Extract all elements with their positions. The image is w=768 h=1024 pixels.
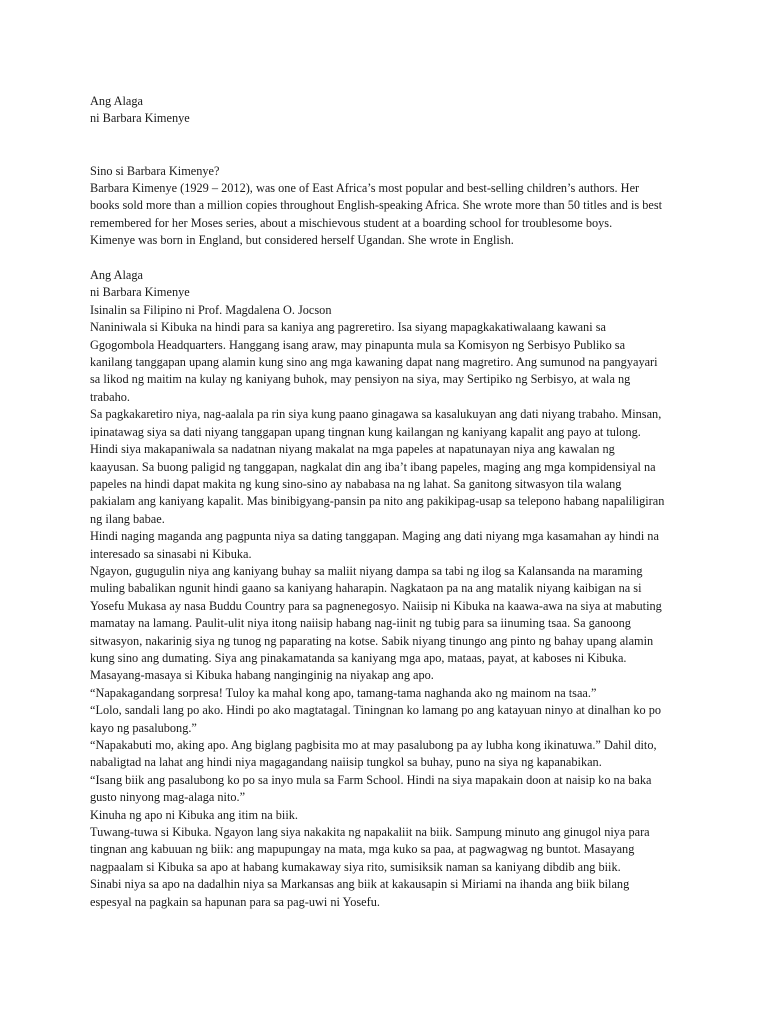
- story-line: “Napakagandang sorpresa! Tuloy ka mahal kong apo, tamang-tama naghanda ako ng mainom na tsaa.”: [90, 685, 597, 700]
- story-line: “Lolo, sandali lang po ako. Hindi po ako magtatagal. Tiningnan ko lamang po ang katayuan ninyo at dinalhan ko po: [90, 703, 662, 718]
- story-line: kung sino ang dumating. Siya ang pinakamatanda sa kaniyang mga apo, mataas, payat, at kaboses ni Kibuka.: [90, 650, 627, 665]
- story-line: Ggogombola Headquarters. Hanggang isang araw, may pinapunta mula sa Komisyon ng Serbisyo Publiko sa: [90, 337, 626, 352]
- document-title: Ang Alaga: [90, 94, 143, 108]
- story-line: nagpaalam si Kibuka sa apo at habang kumakaway siya rito, sumisiksik naman sa kaniyang dibdib ang biik.: [90, 859, 621, 874]
- story-title: Ang Alaga: [90, 268, 143, 283]
- bio-line: Barbara Kimenye (1929 – 2012), was one of East Africa’s most popular and best-selling children’s authors. Her: [90, 181, 640, 196]
- story-line: Yosefu Mukasa ay nasa Buddu Country para sa pagnenegosyo. Naiisip ni Kibuka na kaawa-awa na siya at mabuting: [90, 598, 662, 613]
- story-line: sitwasyon, nakarinig siya ng tunog ng paparating na kotse. Sabik niyang tinungo ang pinto ng bahay upang alamin: [90, 633, 654, 648]
- story-line: Sa pagkakaretiro niya, nag-aalala pa rin siya kung paano ginagawa sa kasalukuyan ang dati niyang trabaho. Minsan,: [90, 407, 662, 422]
- bio-line: books sold more than a million copies throughout English-speaking Africa. She wrote more than 50 titles and is best: [90, 198, 663, 213]
- story-line: ng ilang babae.: [90, 511, 165, 526]
- author-bio-section: [90, 163, 690, 250]
- story-line: espesyal na pagkain sa hapunan para sa pag-uwi ni Yosefu.: [90, 894, 380, 909]
- story-line: Naniniwala si Kibuka na hindi para sa kaniya ang pagreretiro. Isa siyang mapagkakatiwalaang kawani sa: [90, 320, 606, 335]
- story-line: pakialam ang kaniyang kapalit. Mas binibigyang-pansin pa nito ang pakikipag-usap sa telepono habang napaliligiran: [90, 494, 665, 509]
- story-line: kanilang tanggapan upang alamin kung sino ang mga kawaning dapat nang magretiro. Ang sumunod na pangyayari: [90, 355, 658, 370]
- story-line: Sinabi niya sa apo na dadalhin niya sa Markansas ang biik at kakausapin si Miriami na ihanda ang biik bilang: [90, 877, 630, 892]
- story-line: trabaho.: [90, 389, 130, 404]
- story-line: kayo ng pasalubong.”: [90, 720, 197, 735]
- story-line: muling babalikan ngunit hindi gaano sa kaniyang haharapin. Nagkataon pa na ang matalik niyang kaibigan na si: [90, 581, 642, 596]
- story-line: nabaligtad na lahat ang hindi niya magagandang naiisip tungkol sa buhay, puno na siya ng kapanabikan.: [90, 755, 602, 770]
- story-line: Hindi siya makapaniwala sa nadatnan niyang makalat na mga papeles at napatunayan niya ang kawalan ng: [90, 442, 615, 457]
- story-body: [90, 319, 690, 911]
- story-byline: ni Barbara Kimenye: [90, 285, 190, 300]
- spacer: [90, 250, 690, 267]
- bio-line: Kimenye was born in England, but considered herself Ugandan. She wrote in English.: [90, 233, 514, 248]
- document-byline: ni Barbara Kimenye: [90, 111, 190, 126]
- story-line: kaayusan. Sa buong paligid ng tanggapan, nagkalat din ang iba’t ibang papeles, maging ang mga kompidensiyal na: [90, 459, 656, 474]
- document-page: [90, 93, 690, 911]
- story-line: Kinuha ng apo ni Kibuka ang itim na biik.: [90, 807, 298, 822]
- story-line: Masayang-masaya si Kibuka habang nanginginig na niyakap ang apo.: [90, 668, 434, 683]
- bio-line: remembered for her Moses series, about a mischievous student at a boarding school for troublesome boys.: [90, 215, 613, 230]
- story-line: gusto ninyong mag-alaga nito.”: [90, 790, 246, 805]
- story-line: Ngayon, gugugulin niya ang kaniyang buhay sa maliit niyang dampa sa tabi ng ilog sa Kalansanda na maraming: [90, 563, 643, 578]
- story-line: Hindi naging maganda ang pagpunta niya sa dating tanggapan. Maging ang dati niyang mga kasamahan ay hindi na: [90, 529, 659, 544]
- story-line: sa likod ng maitim na kulay ng kaniyang buhok, may pensiyon na siya, may Sertipiko ng Serbisyo, at wala ng: [90, 372, 631, 387]
- story-line: papeles na hindi dapat makita ng kung sino-sino ay nababasa na ng lahat. Sa ganitong sitwasyon tila walang: [90, 476, 622, 491]
- story-line: Tuwang-tuwa si Kibuka. Ngayon lang siya nakakita ng napakaliit na biik. Sampung minuto ang ginugol niya para: [90, 825, 650, 840]
- spacer: [90, 128, 690, 163]
- story-translator: Isinalin sa Filipino ni Prof. Magdalena O. Jocson: [90, 302, 332, 317]
- story-line: interesado sa sinasabi ni Kibuka.: [90, 546, 252, 561]
- story-line: tingnan ang kabuuan ng biik: ang mapupungay na mata, mga kuko sa paa, at pagwagwag ng buntot. Masayang: [90, 842, 635, 857]
- bio-heading: Sino si Barbara Kimenye?: [90, 163, 220, 178]
- story-line: “Isang biik ang pasalubong ko po sa inyo mula sa Farm School. Hindi na siya mapakain doon at naisip ko na baka: [90, 772, 652, 787]
- story-section: [90, 267, 690, 911]
- story-line: ipinatawag siya sa dati niyang tanggapan upang tingnan kung kailangan ng kaniyang kapalit ang payo at tulong.: [90, 424, 641, 439]
- story-line: mamatay na lamang. Paulit-ulit niya itong naiisip habang nag-iinit ng tubig para sa iinuming tsaa. Sa ganoong: [90, 616, 631, 631]
- story-line: “Napakabuti mo, aking apo. Ang biglang pagbisita mo at may pasalubong pa ay lubha kong ikinatuwa.” Dahil dito,: [90, 738, 657, 752]
